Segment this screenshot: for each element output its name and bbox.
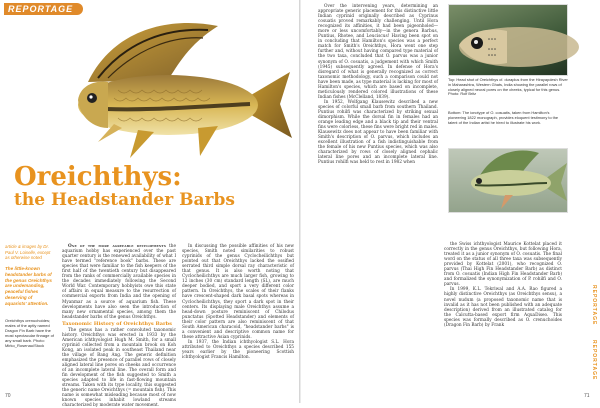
- lead-in: One of the more agreeable developments: [68, 244, 166, 249]
- fish-painting-icon: [448, 148, 568, 213]
- page-gutter: [299, 0, 301, 403]
- col3-paragraph-2: In 1952, Wolfgang Klausewitz described a new species of colorful small barb from southern Thailand. Puntius rohilfi was characterized by striking sexual dimorphism. While the dorsal fin in females had an orange leading edge and a black tip and their ventral fins were colorless, these fins were bright red in males. Klausewitz does not appear to have been familiar with Smith's description of O. parvus, which includes an excellent illustration of a fish indistinguishable from the female of his new Puntius species, which was also characterized by rows of closely aligned cephalic lateral line pores and an incomplete lateral line. Puntius rohilfi was held to rest in 1982 when: [318, 99, 438, 166]
- col2-paragraph-1: In discussing the possible affinities of his new species, Smith noted similarities to robust cyprinids of the genus Cyclocheilichthys but pointed out that Oreichthys lacked the ossified serrated third simple dorsal ray characteristic of that genus. It is also worth noting that Cyclocheilichthys are much larger fish, growing to 12 inches (30 cm) standard length (SL), are much deeper bodied, and sport a very different color pattern. In Oreichthys, the scales of their flanks have crescent-shaped dark basal spots whereas in Cyclocheilichthys, they sport a dark spot in their centers. Its displaying male Oreichthys assume a head-down posture reminiscent of Chilodus punctatus (Spotted Headstander) and elements of their color pattern are also reminiscent of that South American characoid, "headstander barbs" is a convenient and descriptive common name for these attractive Asian cyprinids.: [182, 244, 294, 340]
- side-tab-2: REPORTAGE: [591, 340, 597, 381]
- col4-paragraph-1: the Swiss ichthyologist Maurice Kottelat placed it correctly in the genus Oreichthys, but following Hora, treated it as a junior synonym of O. cosuatis. The final word on the status of all three taxa was subsequently provided by Kottelat (2001), who recognized O. parvus (Thai High Fin Headstander Barb) as distinct from O. cosuatis (Indian High Fin Headstander Barb) and formalized the synonymization of P. rohilfi and O. parvus.: [444, 242, 562, 288]
- section-tag: REPORTAGE: [4, 3, 83, 15]
- body-column-4: [444, 242, 562, 392]
- caption-right-bottom: Bottom: The ionotype of O. cosuatis, taken from Hamilton's pioneering 1822 monograph, provides eloquent testimony to the talent of the Indian artist he hired to illustrate his work.: [448, 110, 559, 125]
- body-column-3: [318, 4, 438, 392]
- fish-photo-head-icon: [448, 4, 568, 76]
- caption-right-top: Top: Head shot of Oreichthys cf. duraplus from the Hirayapdesh River in Maharashtra, Western Ghats, India showing the parallel rows of closely aligned neural pores on the cheeks, typical for this genus. Photo: Rolf Britz: [448, 77, 568, 97]
- side-tab: REPORTAGE: [591, 285, 597, 326]
- body-column-2-left: [182, 244, 294, 392]
- section-heading: Taxonomic History of Oreichthys Barbs: [62, 320, 172, 327]
- body-column-1: [62, 244, 176, 408]
- article-title: Oreichthys:: [14, 162, 182, 192]
- col2-paragraph-2: In 1937, the Indian ichthyologist S.L. Hora attributed to Oreichthys a species described 155 years earlier by the pioneering Scottish ichthyologist Francis Hamilton.: [182, 339, 294, 361]
- byline: article & images by Dr. Paul V. Loiselle, except as otherwise noted: [5, 244, 51, 261]
- col1-paragraph-1: the aquarium hobby has experienced over the past quarter century is the renewed availability of what I have termed "reference book" barbs. These are species that were familiar to the fish keepers of the first half of the twentieth century but disappeared from the ranks of commercially available species in the decades immediately following the Second World War. Contemporary hobbyists owe this state of affairs in equal measure to the resurrection of commercial exports from India and the opening of Myanmar as a source of aquarium fish. These developments have also seen the introduction of many new ornamental species, among them the headstander barbs of the genus Oreichthys.: [62, 244, 176, 320]
- article-deck: The little-known headstander barbs of the genus Oreichthys are undemanding, peaceful fishes deserving of aquarists' attention.: [5, 266, 52, 306]
- col1-paragraph-2: The genus has a rather convoluted taxonomic history. Oreichthys was erected in 1933 by the American ichthyologist Hugh M. Smith, for a small cyprinid collected from a mountain brook on Koh Kong, an isolated peak in southeast Thailand near the village of Bang Ang. The generic definition emphasized the presence of parallel rows of closely aligned lateral line pores on cheeks and occurrence of an incomplete lateral line. The overall form and fin development of the fish suggested to Smith a species adapted to life in fast-flowing mountain streams. Taken with its type locality, this suggested the generic name Oreichthys (= mountain fish). This name is somewhat misleading because most of now known species inhabit lowland streams characterized by moderate water movement.: [62, 327, 176, 408]
- col4-paragraph-2: In 1999, K.L. Tekriwal and A.A. Rao figured a highly distinctive Oreichthys (as Oreichthys sensu), a novel nudum (a proposed taxonomic name that is invalid as it has not been published with an adequate description) derived from an illustrated catalog for the Calcutta-based export firm AquaDiseo. This species was formally described as O. crenuchoides (Dragon Fin Barb) by Frank: [444, 287, 562, 328]
- fish-illustration-icon: [18, 20, 298, 168]
- col3-paragraph-1: Over the intervening years, determining an appropriate generic placement for this distinctive little Indian cyprinid originally described as Cyprinus cosuatis proved remarkably challenging. Until Hora recognized its affinities, it had been pigeonholed—more or less uncomfortably—in the genera Barbus, Puntius, Rhotee, and Leuciscus! Having been spot on in concluding that Hamilton's species was a perfect match for Smith's Oreichthys, Hora went one step further and, without having compared type material of the two taxa, concluded that O. parvus was a junior synonym of O. cosuatis, a judgement with which Smith (1945) subsequently agreed. In defense of Hora's disregard of what is generally recognized as correct taxonomic methodology, such a comparison could not have been made, as type material is lacking for most of Hamilton's species, which are based on incomplete, meticulously rendered colored illustrations of these Indian fishes (McClelland, 1839).: [318, 4, 438, 100]
- caption-left: Oreichthys crenuchoides; males of the aptly named Dragon Fin Barb have the most spectacular finnage of any small barb. Photo: Mirko_Rosenau/Stock: [5, 318, 54, 348]
- page-number-right: 71: [584, 393, 590, 399]
- page-number-left: 70: [5, 393, 11, 399]
- article-subtitle: the Headstander Barbs: [14, 190, 235, 210]
